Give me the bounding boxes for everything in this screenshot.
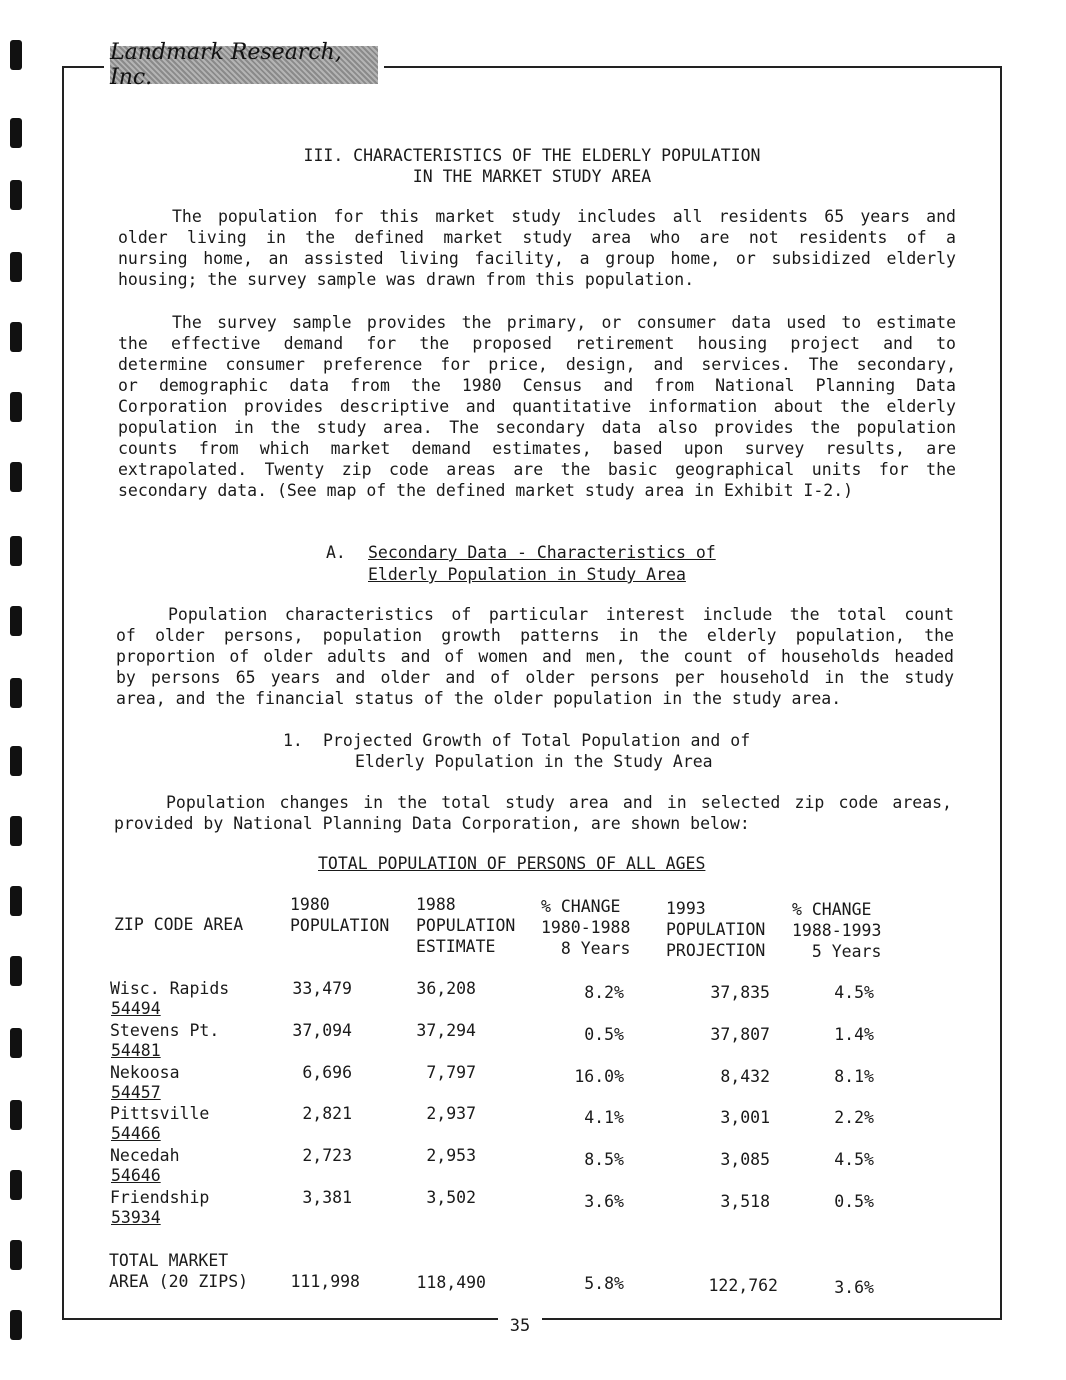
total-label-line1: TOTAL MARKET: [109, 1251, 229, 1270]
row-zip-code: 53934: [111, 1208, 161, 1227]
row-change-1980-1988: 8.5%: [584, 1150, 624, 1169]
subsection-1-label: 1.: [283, 731, 303, 750]
paragraph-characteristics: [116, 604, 954, 709]
row-area-name: Necedah: [110, 1146, 180, 1165]
paragraph-line: Population changes in the total study area and in selected zip code areas,: [166, 793, 952, 812]
paragraph-line: housing; the survey sample was drawn from this population.: [118, 270, 695, 289]
row-1988-estimate: 2,953: [426, 1146, 476, 1165]
binding-holes: [10, 30, 26, 1350]
binding-hole: [10, 1310, 22, 1340]
row-zip-code: 54457: [111, 1083, 161, 1102]
paragraph-line: secondary data. (See map of the defined market study area in Exhibit I-2.): [118, 481, 854, 500]
row-1988-estimate: 37,294: [416, 1021, 476, 1040]
row-1993-projection: 3,001: [720, 1108, 770, 1127]
row-1988-estimate: 7,797: [426, 1063, 476, 1082]
binding-hole: [10, 252, 22, 282]
subsection-1-title-line1: Projected Growth of Total Population and of: [323, 731, 751, 750]
paragraph-line: Population characteristics of particular interest include the total count: [168, 605, 954, 624]
binding-hole: [10, 1170, 22, 1200]
row-1993-projection: 3,085: [720, 1150, 770, 1169]
total-1993-projection: 122,762: [708, 1276, 778, 1295]
binding-hole: [10, 392, 22, 422]
row-change-1980-1988: 4.1%: [584, 1108, 624, 1127]
binding-hole: [10, 40, 22, 70]
binding-hole: [10, 678, 22, 708]
row-1993-projection: 8,432: [720, 1067, 770, 1086]
binding-hole: [10, 956, 22, 986]
table-title: TOTAL POPULATION OF PERSONS OF ALL AGES: [318, 854, 706, 873]
row-change-1988-1993: 1.4%: [834, 1025, 874, 1044]
row-change-1988-1993: 2.2%: [834, 1108, 874, 1127]
column-header-1980-population: 1980 POPULATION: [290, 895, 390, 935]
paragraph-line: provided by National Planning Data Corporation, are shown below:: [114, 814, 750, 833]
binding-hole: [10, 322, 22, 352]
row-area-name: Nekoosa: [110, 1063, 180, 1082]
binding-hole: [10, 816, 22, 846]
row-1993-projection: 3,518: [720, 1192, 770, 1211]
paragraph-line: determine consumer preference for price, design, and services. The secondary,: [118, 355, 956, 374]
row-area-name: Stevens Pt.: [110, 1021, 220, 1040]
paragraph-line: Corporation provides descriptive and quantitative information about the elderly: [118, 397, 956, 416]
binding-hole: [10, 1028, 22, 1058]
row-zip-code: 54646: [111, 1166, 161, 1185]
column-header-change-1980-1988: % CHANGE 1980-1988 8 Years: [541, 897, 631, 958]
row-1988-estimate: 36,208: [416, 979, 476, 998]
row-change-1988-1993: 8.1%: [834, 1067, 874, 1086]
paragraph-line: extrapolated. Twenty zip code areas are the basic geographical units for the: [118, 460, 956, 479]
binding-hole: [10, 462, 22, 492]
section-title-line2: IN THE MARKET STUDY AREA: [412, 167, 652, 186]
paragraph-line: of older persons, population growth patterns in the elderly population, the: [116, 626, 954, 645]
subsection-a-title-line2: Elderly Population in Study Area: [368, 565, 686, 584]
paragraph-line: area, and the financial status of the older population in the study area.: [116, 689, 842, 708]
paragraph-line: by persons 65 years and older and of older persons per household in the study: [116, 668, 954, 687]
subsection-a-title-line1: Secondary Data - Characteristics of: [368, 543, 716, 562]
column-header-1988-estimate: 1988 POPULATION ESTIMATE: [416, 895, 516, 956]
paragraph-line: counts from which market demand estimates, based upon survey results, are: [118, 439, 956, 458]
column-header-change-1988-1993: % CHANGE 1988-1993 5 Years: [792, 900, 882, 961]
page-number: 35: [498, 1314, 542, 1338]
paragraph-line: nursing home, an assisted living facility, a group home, or subsidized elderly: [118, 249, 956, 268]
row-zip-code: 54481: [111, 1041, 161, 1060]
binding-hole: [10, 886, 22, 916]
paragraph-survey-sample: [118, 312, 956, 501]
row-area-name: Pittsville: [110, 1104, 210, 1123]
paragraph-population-changes: [114, 792, 952, 834]
row-change-1980-1988: 3.6%: [584, 1192, 624, 1211]
paragraph-line: The population for this market study includes all residents 65 years and: [172, 207, 956, 226]
row-area-name: Friendship: [110, 1188, 210, 1207]
column-header-zip: ZIP CODE AREA: [114, 915, 244, 934]
total-label-line2: AREA (20 ZIPS): [109, 1272, 249, 1291]
row-1988-estimate: 2,937: [426, 1104, 476, 1123]
binding-hole: [10, 746, 22, 776]
total-change-1988-1993: 3.6%: [834, 1278, 874, 1297]
total-1980-population: 111,998: [290, 1272, 360, 1291]
paragraph-line: the effective demand for the proposed retirement housing project and to: [118, 334, 956, 353]
row-1980-population: 6,696: [302, 1063, 352, 1082]
section-title-line1: III. CHARACTERISTICS OF THE ELDERLY POPULATION: [303, 146, 761, 165]
row-change-1980-1988: 16.0%: [574, 1067, 624, 1086]
total-change-1980-1988: 5.8%: [584, 1274, 624, 1293]
binding-hole: [10, 180, 22, 210]
paragraph-line: older living in the defined market study area who are not residents of a: [118, 228, 956, 247]
paragraph-line: proportion of older adults and of women and men, the count of households headed: [116, 647, 954, 666]
row-1988-estimate: 3,502: [426, 1188, 476, 1207]
total-1988-estimate: 118,490: [416, 1273, 486, 1292]
row-change-1980-1988: 8.2%: [584, 983, 624, 1002]
binding-hole: [10, 1240, 22, 1270]
row-zip-code: 54494: [111, 999, 161, 1018]
row-1980-population: 33,479: [292, 979, 352, 998]
row-change-1980-1988: 0.5%: [584, 1025, 624, 1044]
paragraph-line: or demographic data from the 1980 Census and from National Planning Data: [118, 376, 956, 395]
row-1993-projection: 37,807: [710, 1025, 770, 1044]
row-1980-population: 3,381: [302, 1188, 352, 1207]
row-change-1988-1993: 4.5%: [834, 1150, 874, 1169]
paragraph-line: population in the study area. The secondary data also provides the population: [118, 418, 956, 437]
row-zip-code: 54466: [111, 1124, 161, 1143]
company-logo: [110, 40, 378, 90]
paragraph-population: [118, 206, 956, 290]
row-change-1988-1993: 4.5%: [834, 983, 874, 1002]
row-1980-population: 37,094: [292, 1021, 352, 1040]
row-change-1988-1993: 0.5%: [834, 1192, 874, 1211]
subsection-1-title-line2: Elderly Population in the Study Area: [355, 752, 713, 771]
column-header-1993-projection: 1993 POPULATION PROJECTION: [666, 899, 766, 960]
row-1980-population: 2,821: [302, 1104, 352, 1123]
logo-text: Landmark Research, Inc.: [110, 40, 342, 90]
row-1980-population: 2,723: [302, 1146, 352, 1165]
row-area-name: Wisc. Rapids: [110, 979, 230, 998]
binding-hole: [10, 1100, 22, 1130]
binding-hole: [10, 118, 22, 148]
row-1993-projection: 37,835: [710, 983, 770, 1002]
binding-hole: [10, 606, 22, 636]
subsection-a-label: A.: [326, 543, 346, 562]
binding-hole: [10, 536, 22, 566]
paragraph-line: The survey sample provides the primary, or consumer data used to estimate: [172, 313, 956, 332]
